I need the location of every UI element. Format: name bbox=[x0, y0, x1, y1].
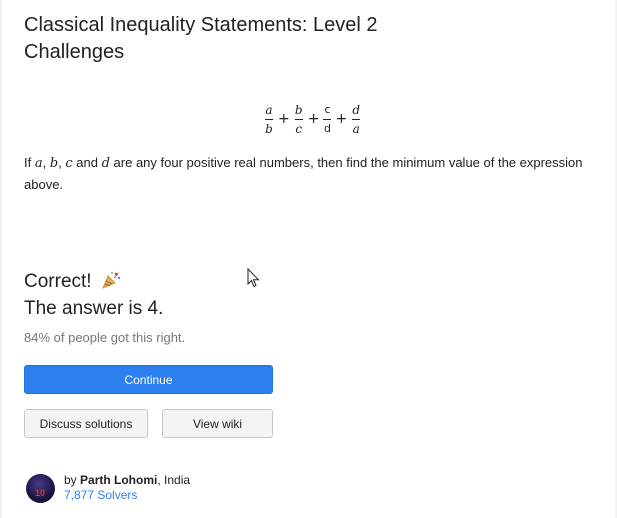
avatar-jersey-number: 10 bbox=[35, 487, 46, 498]
fraction-a-over-b bbox=[262, 103, 276, 136]
fraction-c-over-d bbox=[321, 103, 333, 136]
solvers-count[interactable]: 7,877 Solvers bbox=[64, 488, 138, 502]
author-info bbox=[26, 473, 190, 503]
numerator: b bbox=[294, 102, 303, 117]
author-location: , India bbox=[157, 473, 191, 487]
fraction-bar bbox=[352, 119, 360, 120]
fraction-d-over-a bbox=[349, 103, 363, 136]
fraction-bar bbox=[265, 119, 273, 120]
party-popper-icon bbox=[101, 270, 121, 290]
denominator: d bbox=[323, 121, 331, 135]
author-by: by bbox=[64, 473, 81, 487]
author-name-link[interactable]: Parth Lohomi bbox=[80, 473, 158, 487]
plus-sign: + bbox=[278, 111, 290, 127]
conjunction: and bbox=[72, 155, 102, 170]
separator: , bbox=[42, 155, 50, 170]
view-wiki-button[interactable]: View wiki bbox=[162, 409, 273, 438]
numerator: d bbox=[352, 102, 361, 117]
numerator: c bbox=[324, 102, 331, 116]
variable-b: b bbox=[49, 156, 59, 171]
plus-sign: + bbox=[307, 111, 320, 127]
question-suffix: are any four positive real numbers, then find the minimum value of the expression above. bbox=[24, 155, 583, 192]
answer-text: The answer is 4. bbox=[24, 298, 164, 319]
variable-a: a bbox=[34, 156, 43, 171]
author-line bbox=[64, 473, 190, 488]
question-text bbox=[24, 152, 599, 195]
avatar[interactable] bbox=[26, 474, 55, 503]
separator: , bbox=[58, 155, 66, 170]
fraction-b-over-c bbox=[292, 103, 306, 136]
question-prefix: If bbox=[24, 155, 35, 170]
variable-d: d bbox=[101, 156, 110, 171]
denominator: b bbox=[265, 121, 273, 136]
correct-label: Correct! bbox=[24, 271, 92, 292]
author-text bbox=[64, 473, 190, 503]
left-divider bbox=[0, 0, 2, 518]
numerator: a bbox=[265, 102, 273, 117]
plus-sign: + bbox=[335, 111, 348, 127]
variable-c: c bbox=[65, 156, 73, 171]
discuss-solutions-button[interactable]: Discuss solutions bbox=[24, 409, 148, 438]
fraction-bar bbox=[323, 119, 331, 120]
continue-button[interactable]: Continue bbox=[24, 365, 273, 394]
formula bbox=[262, 99, 363, 139]
problem-title: Classical Inequality Statements: Level 2 Challenges bbox=[24, 14, 378, 63]
success-rate: 84% of people got this right. bbox=[24, 330, 186, 345]
denominator: a bbox=[352, 121, 360, 136]
mouse-cursor-icon bbox=[247, 268, 261, 293]
denominator: c bbox=[295, 121, 303, 136]
fraction-bar bbox=[295, 119, 303, 120]
result-status bbox=[24, 270, 121, 293]
